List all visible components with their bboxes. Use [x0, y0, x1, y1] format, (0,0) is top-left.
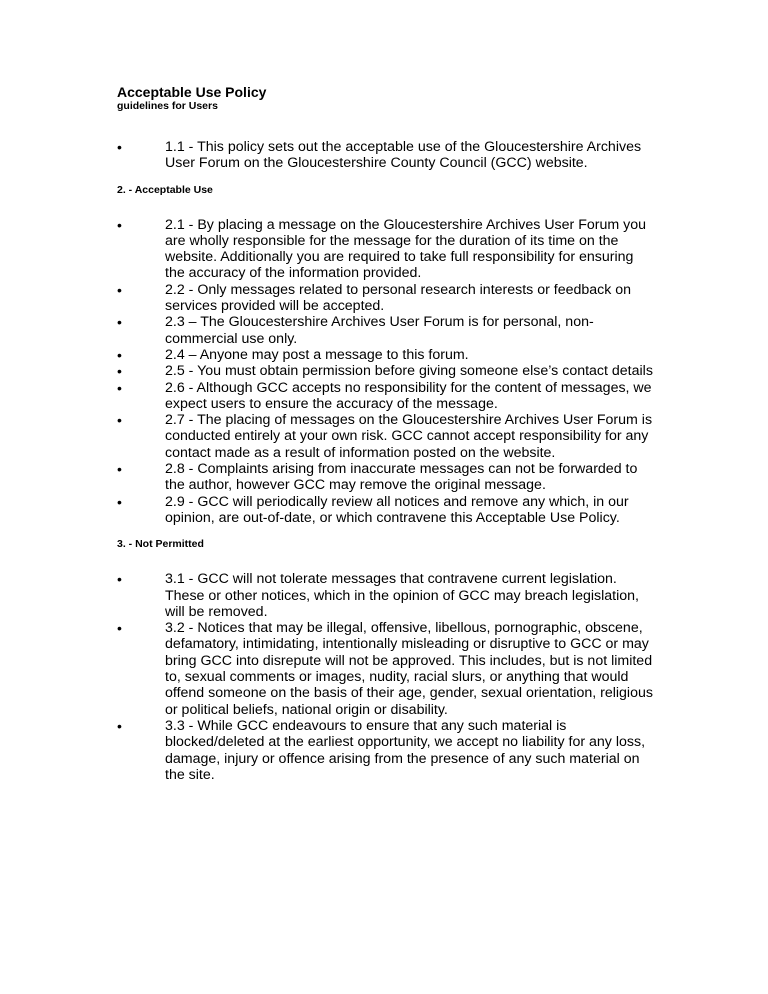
document-page [117, 84, 657, 783]
bullet-icon: • [117, 216, 122, 233]
bullet-icon: • [117, 379, 122, 396]
list-item [117, 282, 657, 315]
list-item [117, 620, 657, 718]
bullet-icon: • [117, 314, 122, 331]
not-permitted-list [117, 571, 657, 783]
bullet-icon: • [117, 281, 122, 298]
list-item [117, 494, 657, 527]
list-item-text: 3.2 - Notices that may be illegal, offensive, libellous, pornographic, obscene, defamatory, intimidating, intentionally misleading or disruptive to GCC or may bring GCC into disrepute will not be approved. This includes, but is not limited to, sexual comments or images, nudity, racial slurs, or anything that would offend someone on the basis of their age, gender, sexual orientation, religious or political beliefs, national origin or disability. [165, 620, 653, 718]
list-item-text: 1.1 - This policy sets out the acceptable use of the Gloucestershire Archives User Forum on the Gloucestershire County Council (GCC) website. [165, 139, 642, 172]
bullet-icon: • [117, 363, 122, 380]
list-item-text: 2.7 - The placing of messages on the Gloucestershire Archives User Forum is conducted entirely at your own risk. GCC cannot accept responsibility for any contact made as a result of information posted on the website. [165, 412, 653, 461]
bullet-icon: • [117, 461, 122, 478]
list-item-text: 2.3 – The Gloucestershire Archives User Forum is for personal, non-commercial use only. [165, 314, 594, 347]
bullet-icon: • [117, 346, 122, 363]
list-item [117, 718, 657, 783]
list-item [117, 347, 657, 363]
list-item [117, 217, 657, 282]
bullet-icon: • [117, 571, 122, 588]
list-item-text: 2.2 - Only messages related to personal research interests or feedback on services provided will be accepted. [165, 281, 632, 315]
list-item-text: 2.8 - Complaints arising from inaccurate messages can not be forwarded to the author, however GCC may remove the original message. [165, 461, 638, 494]
list-item-text: 3.3 - While GCC endeavours to ensure that any such material is blocked/deleted at the earliest opportunity, we accept no liability for any loss, damage, injury or offence arising from the presence of any such material on the site. [165, 717, 646, 783]
bullet-icon: • [117, 139, 122, 155]
bullet-icon: • [117, 717, 122, 734]
list-item-text: 2.6 - Although GCC accepts no responsibility for the content of messages, we expect users to ensure the accuracy of the message. [165, 379, 652, 412]
list-item [117, 461, 657, 494]
document-title: Acceptable Use Policy [117, 84, 267, 100]
list-item [117, 314, 657, 347]
list-item-text: 3.1 - GCC will not tolerate messages that contravene current legislation. These or other notices, which in the opinion of GCC may breach legislation, will be removed. [165, 571, 639, 620]
list-item [117, 363, 657, 379]
bullet-icon: • [117, 412, 122, 429]
list-item-text: 2.1 - By placing a message on the Gloucestershire Archives User Forum you are wholly responsible for the message for the duration of its time on the website. Additionally you are required to take full responsibility for ensuring the accuracy of the information provided. [165, 216, 647, 282]
bullet-icon: • [117, 493, 122, 510]
list-item-text: 2.9 - GCC will periodically review all notices and remove any which, in our opinion, are out-of-date, or which contravene this Acceptable Use Policy. [165, 493, 629, 526]
list-item-text: 2.4 – Anyone may post a message to this forum. [165, 346, 469, 363]
list-item-text: 2.5 - You must obtain permission before giving someone else’s contact details [165, 363, 653, 380]
bullet-icon: • [117, 620, 122, 637]
list-item [117, 139, 657, 172]
acceptable-use-list [117, 217, 657, 527]
intro-list [117, 139, 657, 172]
section-heading-not-permitted: 3. - Not Permitted [117, 538, 204, 551]
list-item [117, 412, 657, 461]
list-item [117, 380, 657, 413]
list-item [117, 571, 657, 620]
section-heading-acceptable-use: 2. - Acceptable Use [117, 183, 213, 196]
document-subtitle: guidelines for Users [117, 100, 218, 112]
